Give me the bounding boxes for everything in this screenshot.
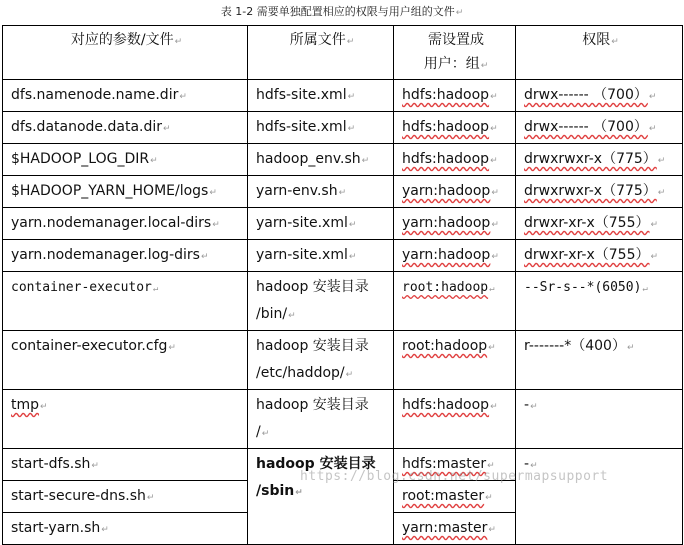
watermark: https://blog.csdn.net/supermapsupport [300,469,609,484]
param-cell: dfs.datanode.data.dir↵ [3,112,248,144]
perm-cell: r-------*（400）↵ [516,331,683,390]
param-cell: container-executor.cfg↵ [3,331,248,390]
perm-cell: drwxrwxr-x（775）↵ [516,176,683,208]
param-cell: yarn.nodemanager.local-dirs↵ [3,208,248,240]
file-cell: hadoop_env.sh↵ [248,144,394,176]
header-perm: 权限↵ [516,26,683,80]
file-cell: hadoop 安装目录 /bin/↵ [248,272,394,331]
table-row [3,144,683,176]
table-row [3,272,683,331]
file-cell: hadoop 安装目录 /etc/haddop/↵ [248,331,394,390]
table-row [3,240,683,272]
perm-cell: drwx------ （700）↵ [516,80,683,112]
header-owner: 需设置成 用户：组↵ [394,26,516,80]
table-row [3,80,683,112]
header-param: 对应的参数/文件↵ [3,26,248,80]
file-cell: hadoop 安装目录 /↵ [248,390,394,449]
owner-cell: yarn:hadoop↵ [394,176,516,208]
header-row [3,26,683,80]
owner-cell: yarn:hadoop↵ [394,240,516,272]
perm-cell: drwxr-xr-x（755）↵ [516,208,683,240]
owner-cell: root:master↵ [394,481,516,513]
file-cell: hdfs-site.xml↵ [248,112,394,144]
owner-cell: yarn:master↵ [394,513,516,545]
permissions-table [2,25,683,545]
param-cell: start-yarn.sh↵ [3,513,248,545]
table-row [3,176,683,208]
file-cell: hdfs-site.xml↵ [248,80,394,112]
perm-cell: drwxr-xr-x（755）↵ [516,240,683,272]
table-row [3,390,683,449]
file-cell: yarn-env.sh↵ [248,176,394,208]
owner-cell: hdfs:hadoop↵ [394,80,516,112]
param-cell: start-dfs.sh↵ [3,449,248,481]
table-row [3,208,683,240]
file-cell: yarn-site.xml↵ [248,240,394,272]
param-cell: yarn.nodemanager.log-dirs↵ [3,240,248,272]
owner-cell: root:hadoop↵ [394,272,516,331]
owner-cell: hdfs:hadoop↵ [394,390,516,449]
perm-cell: -↵ [516,390,683,449]
header-file: 所属文件↵ [248,26,394,80]
owner-cell: hdfs:master↵ [394,449,516,481]
owner-cell: root:hadoop↵ [394,331,516,390]
file-cell: yarn-site.xml↵ [248,208,394,240]
perm-cell-sbin: -↵ [516,449,683,545]
table-row [3,449,683,481]
param-cell: dfs.namenode.name.dir↵ [3,80,248,112]
perm-cell: --Sr-s--*(6050)↵ [516,272,683,331]
param-cell: start-secure-dns.sh↵ [3,481,248,513]
file-cell-sbin: hadoop 安装目录 /sbin↵ [248,449,394,545]
table-row [3,331,683,390]
owner-cell: yarn:hadoop↵ [394,208,516,240]
param-cell: tmp↵ [3,390,248,449]
owner-cell: hdfs:hadoop↵ [394,112,516,144]
param-cell: $HADOOP_YARN_HOME/logs↵ [3,176,248,208]
param-cell: container-executor↵ [3,272,248,331]
table-caption [0,4,684,21]
perm-cell: drwxrwxr-x（775）↵ [516,144,683,176]
table-row [3,112,683,144]
param-cell: $HADOOP_LOG_DIR↵ [3,144,248,176]
owner-cell: hdfs:hadoop↵ [394,144,516,176]
caption-text: 表 1-2 需要单独配置相应的权限与用户组的文件 [220,5,455,18]
return-mark: ↵ [455,8,464,18]
perm-cell: drwx------ （700）↵ [516,112,683,144]
